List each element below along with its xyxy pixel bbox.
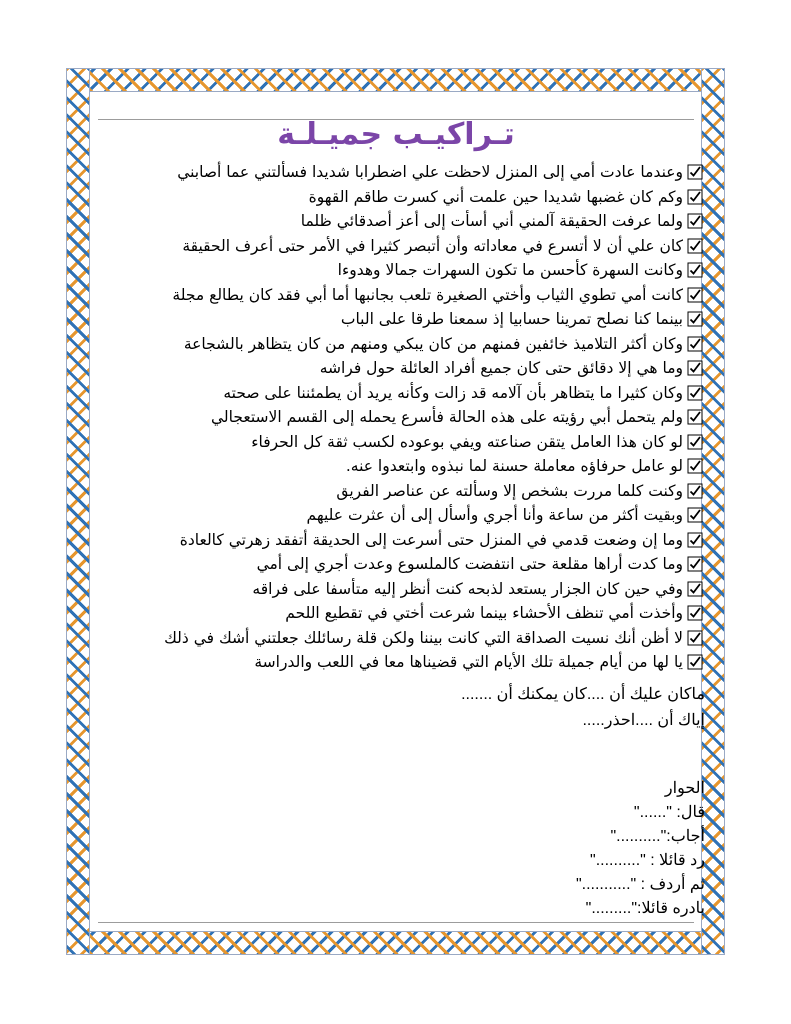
list-item: [103, 552, 703, 577]
list-item: [103, 454, 703, 479]
fill-in-line: ماكان عليك أن ....كان يمكنك أن .......: [461, 686, 705, 703]
checkbox-check-icon: [687, 311, 703, 327]
dialogue-heading: الحوار: [664, 780, 705, 797]
checkbox-check-icon: [687, 336, 703, 352]
dialogue-line: قال: "......": [633, 804, 705, 821]
sentence-text: وما إن وضعت قدمي في المنزل حتى أسرعت إلى الحديقة أتفقد زهرتي كالعادة: [179, 530, 683, 549]
sentence-text: ولم يتحمل أبي رؤيته على هذه الحالة فأسرع يحمله إلى القسم الاستعجالي: [210, 408, 683, 426]
sentence-text: وكان أكثر التلاميذ خائفين فمنهم من كان يبكي ومنهم من كان يتظاهر بالشجاعة: [183, 334, 683, 353]
checkbox-check-icon: [687, 630, 703, 646]
checkbox-check-icon: [687, 434, 703, 450]
dialogue-line: أجاب:"..........": [610, 828, 705, 845]
list-item: [103, 601, 703, 626]
decorative-border-left: [66, 68, 90, 955]
dialogue-line: بادره قائلا:".........": [585, 900, 705, 917]
sentence-list: [103, 160, 703, 675]
list-item: [103, 307, 703, 332]
checkbox-check-icon: [687, 213, 703, 229]
list-item: [103, 577, 703, 602]
list-item: [103, 528, 703, 553]
checkbox-check-icon: [687, 507, 703, 523]
sentence-text: وكان كثيرا ما يتظاهر بأن آلامه قد زالت وكأنه يريد أن يطمئننا على صحته: [223, 383, 683, 402]
list-item: [103, 185, 703, 210]
sentence-text: وما كدت أراها مقلعة حتى انتفضت كالملسوع وعدت أجري إلى أمي: [256, 555, 683, 573]
decorative-border-top: [66, 68, 725, 92]
page-title: تـراكيـب جميـلـة: [277, 117, 515, 152]
sentence-text: وعندما عادت أمي إلى المنزل لاحظت علي اضطرابا شديدا فسألتني عما أصابني: [177, 163, 683, 181]
sentence-text: لا أظن أنك نسيت الصداقة التي كانت بيننا ولكن قلة رسائلك جعلتني أشك في ذلك: [164, 628, 683, 647]
sentence-text: وفي حين كان الجزار يستعد لذبحه كنت أنظر إليه متأسفا على فراقه: [252, 579, 683, 598]
list-item: [103, 160, 703, 185]
checkbox-check-icon: [687, 483, 703, 499]
sentence-text: ولما عرفت الحقيقة آلمني أني أسأت إلى أعز أصدقائي ظلما: [300, 212, 683, 230]
list-item: [103, 650, 703, 675]
footer-divider: [98, 922, 694, 923]
checkbox-check-icon: [687, 654, 703, 670]
list-item: [103, 626, 703, 651]
sentence-text: وبقيت أكثر من ساعة وأنا أجري وأسأل إلى أن عثرت عليهم: [306, 506, 683, 524]
dialogue-line: ثم أردف : "...........": [575, 876, 705, 893]
checkbox-check-icon: [687, 458, 703, 474]
sentence-text: كانت أمي تطوي الثياب وأختي الصغيرة تلعب بجانبها أما أبي فقد كان يطالع مجلة: [172, 285, 683, 304]
list-item: [103, 234, 703, 259]
list-item: [103, 258, 703, 283]
sentence-text: وكنت كلما مررت بشخص إلا وسألته عن عناصر الفريق: [336, 481, 683, 500]
list-item: [103, 405, 703, 430]
fill-in-line: إياك أن ....احذر.....: [582, 712, 705, 729]
checkbox-check-icon: [687, 556, 703, 572]
sentence-text: لو كان هذا العامل يتقن صناعته ويفي بوعوده لكسب ثقة كل الحرفاء: [251, 432, 683, 451]
list-item: [103, 209, 703, 234]
checkbox-check-icon: [687, 262, 703, 278]
list-item: [103, 356, 703, 381]
checkbox-check-icon: [687, 532, 703, 548]
checkbox-check-icon: [687, 385, 703, 401]
list-item: [103, 479, 703, 504]
checkbox-check-icon: [687, 605, 703, 621]
checkbox-check-icon: [687, 360, 703, 376]
list-item: [103, 332, 703, 357]
checkbox-check-icon: [687, 164, 703, 180]
sentence-text: كان علي أن لا أتسرع في معاداته وأن أتبصر كثيرا في الأمر حتى أعرف الحقيقة: [182, 236, 683, 255]
sentence-text: لو عامل حرفاؤه معاملة حسنة لما نبذوه وابتعدوا عنه.: [345, 457, 683, 475]
checkbox-check-icon: [687, 409, 703, 425]
dialogue-line: رد قائلا : "..........": [590, 852, 705, 869]
list-item: [103, 503, 703, 528]
sentence-text: وما هي إلا دقائق حتى كان جميع أفراد العائلة حول فراشه: [319, 359, 683, 377]
sentence-text: وأخذت أمي تنظف الأحشاء بينما شرعت أختي في تقطيع اللحم: [285, 604, 683, 622]
list-item: [103, 430, 703, 455]
sentence-text: بينما كنا نصلح تمرينا حسابيا إذ سمعنا طرقا على الباب: [340, 310, 683, 328]
sentence-text: وكم كان غضبها شديدا حين علمت أني كسرت طاقم القهوة: [308, 187, 683, 206]
list-item: [103, 283, 703, 308]
checkbox-check-icon: [687, 238, 703, 254]
decorative-border-bottom: [66, 931, 725, 955]
sentence-text: وكانت السهرة كأحسن ما تكون السهرات جمالا وهدوءا: [337, 261, 683, 279]
dialogue-section: [576, 777, 705, 921]
checkbox-check-icon: [687, 287, 703, 303]
list-item: [103, 381, 703, 406]
checkbox-check-icon: [687, 581, 703, 597]
sentence-text: يا لها من أيام جميلة تلك الأيام التي قضيناها معا في اللعب والدراسة: [254, 653, 683, 671]
checkbox-check-icon: [687, 189, 703, 205]
